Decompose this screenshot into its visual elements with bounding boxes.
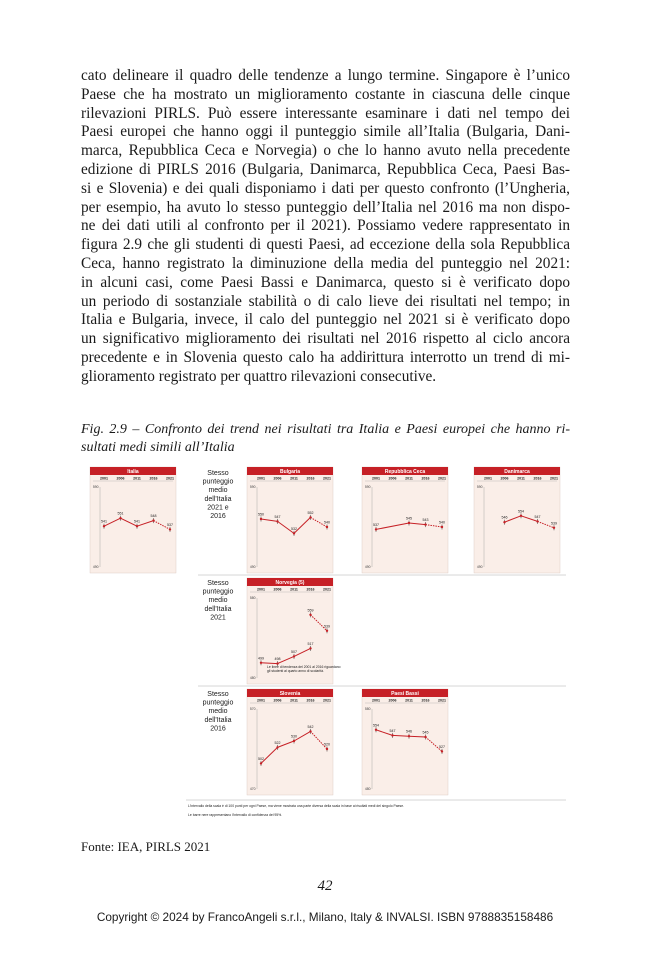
panel-title: Italia	[127, 469, 139, 475]
data-point	[103, 525, 105, 527]
source-note: Fonte: IEA, PIRLS 2021	[81, 839, 211, 854]
row-label-text: 2021 e	[207, 504, 229, 512]
data-label: 546	[501, 515, 508, 520]
year-label: 2006	[388, 476, 397, 481]
data-point	[326, 748, 328, 750]
data-label: 551	[117, 511, 124, 516]
figure-caption	[81, 421, 570, 456]
year-label: 2011	[290, 698, 298, 703]
data-point	[424, 523, 426, 525]
figure-footnote: Le barre nere rappresentano l'intervallo di confidenza del 95%.	[188, 813, 283, 817]
text-line: rilevazioni PIRLS. Può essere interessante esaminare i dati nel tempo dei	[81, 104, 570, 122]
row-label-text: punteggio	[202, 478, 234, 486]
y-tick-bottom: 480	[249, 676, 256, 680]
data-point	[441, 526, 443, 528]
data-label: 522	[274, 740, 281, 745]
data-label: 517	[307, 641, 314, 646]
year-label: 2021	[438, 698, 446, 703]
data-point	[309, 516, 311, 518]
row-label-text: medio	[208, 708, 228, 716]
year-label: 2001	[484, 476, 492, 481]
y-tick-top: 590	[476, 485, 483, 489]
data-point	[391, 734, 393, 736]
year-label: 2021	[550, 476, 558, 481]
data-label: 537	[373, 522, 379, 527]
figure-footnote: L'intervallo della scala è di 100 punti per ogni Paese, ma viene mostrata una parte diversa della scala in base ai risultati medi del singolo Paese.	[188, 804, 405, 808]
year-label: 2021	[323, 587, 331, 592]
data-point	[375, 729, 377, 731]
text-line: un significativo miglioramento dei risultati nel 2016 rispetto al ciclo ancora	[81, 330, 570, 348]
row-label-text: medio	[208, 597, 228, 605]
text-line: Italia e Bulgaria, invece, il calo del punteggio nel 2021 si è verificato dopo	[81, 311, 570, 329]
data-label: 507	[291, 649, 297, 654]
copyright-notice: Copyright © 2024 by FrancoAngeli s.r.l., Milano, Italy & INVALSI. ISBN 9788835158486	[96, 910, 554, 924]
y-tick-bottom: 480	[364, 787, 371, 791]
data-label: 543	[422, 518, 429, 523]
text-line: Ceca, hanno registrato la diminuzione della media del punteggio nel 2021:	[81, 254, 570, 272]
data-point	[293, 532, 295, 534]
text-line: ne dei dati utili al confronto per il 2021). Possiamo vedere rappresentato in	[81, 217, 570, 235]
y-tick-bottom: 490	[364, 565, 371, 569]
row-label-text: 2021	[210, 614, 226, 622]
data-point	[293, 655, 295, 657]
panel-title: Danimarca	[504, 469, 530, 475]
data-label: 548	[150, 514, 157, 519]
chart-panel	[247, 467, 333, 573]
year-label: 2016	[306, 698, 315, 703]
y-tick-top: 590	[364, 485, 371, 489]
data-point	[276, 746, 278, 748]
data-point	[309, 647, 311, 649]
text-line: sultati medi simili all’Italia	[81, 439, 235, 455]
year-label: 2006	[273, 587, 282, 592]
row-label-text: dell'Italia	[204, 605, 232, 613]
y-tick-top: 590	[249, 485, 256, 489]
panel-title: Bulgaria	[279, 469, 301, 475]
year-label: 2006	[273, 476, 282, 481]
panel-note: Le linee di tendenza del 2001 al 2016 riguardano	[267, 665, 341, 669]
text-line: cato delineare il quadro delle tendenze a lungo termine. Singapore è l’unico	[81, 67, 570, 84]
year-label: 2011	[133, 476, 141, 481]
row-label-text: 2016	[210, 513, 226, 520]
data-point	[441, 750, 443, 752]
year-label: 2016	[421, 698, 430, 703]
year-label: 2001	[100, 476, 108, 481]
year-label: 2011	[290, 476, 298, 481]
data-label: 539	[551, 521, 557, 526]
year-label: 2006	[116, 476, 125, 481]
y-tick-bottom: 490	[92, 565, 99, 569]
data-label: 545	[406, 516, 412, 521]
text-line: figura 2.9 che gli studenti di questi Paesi, ad eccezione della sola Repubblica	[81, 236, 570, 254]
data-point	[520, 515, 522, 517]
y-tick-top: 580	[364, 707, 371, 711]
data-label: 539	[324, 624, 330, 629]
data-label: 537	[167, 522, 173, 527]
trend-comparison-figure	[86, 463, 566, 828]
year-label: 2016	[533, 476, 542, 481]
data-label: 541	[101, 519, 107, 524]
year-label: 2011	[290, 587, 298, 592]
text-line: Fig. 2.9 – Confronto dei trend nei risultati tra Italia e Paesi europei che hanno ri-	[81, 422, 570, 437]
panel-title: Norvegia (5)	[275, 580, 305, 586]
chart-panel	[247, 689, 333, 795]
chart-panel	[474, 467, 560, 573]
data-label: 554	[373, 723, 379, 728]
data-point	[536, 520, 538, 522]
data-label: 520	[324, 742, 330, 747]
data-label: 542	[307, 724, 314, 729]
y-tick-bottom: 490	[249, 565, 256, 569]
year-label: 2021	[438, 476, 446, 481]
panel-title: Repubblica Ceca	[384, 469, 426, 475]
y-tick-top: 570	[249, 707, 256, 711]
data-point	[375, 528, 377, 530]
data-label: 498	[274, 657, 281, 662]
year-label: 2016	[306, 476, 315, 481]
row-label-text: 2016	[210, 725, 226, 733]
data-label: 559	[307, 608, 314, 613]
text-line: Paese che ha mostrato un miglioramento costante in ciascuna delle cinque	[81, 85, 570, 103]
year-label: 2016	[149, 476, 158, 481]
row-label-text: punteggio	[202, 588, 234, 596]
year-label: 2006	[388, 698, 397, 703]
row-label-text: dell'Italia	[204, 716, 232, 724]
row-label-text: Stesso	[207, 691, 229, 698]
row-label-text: punteggio	[202, 699, 234, 707]
page-number: 42	[317, 878, 333, 894]
chart-panel	[362, 689, 448, 795]
y-tick-bottom: 490	[476, 565, 483, 569]
data-label: 546	[406, 729, 412, 734]
data-point	[309, 730, 311, 732]
data-label: 552	[307, 510, 314, 515]
year-label: 2016	[421, 476, 430, 481]
data-label: 545	[422, 730, 429, 735]
text-line: un periodo di sostanziale stabilità o di calo lieve dei risultati nel tempo; in	[81, 292, 570, 310]
text-line: marca, Repubblica Ceca e Norvegia) o che lo hanno avuto nella precedente	[81, 142, 570, 160]
body-paragraph	[81, 67, 570, 387]
y-tick-top: 580	[249, 596, 256, 600]
data-point	[260, 762, 262, 764]
data-label: 547	[389, 728, 396, 733]
year-label: 2006	[273, 698, 282, 703]
data-label: 532	[291, 526, 297, 531]
data-point	[169, 528, 171, 530]
data-label: 540	[324, 520, 330, 525]
trend-figure-svg	[86, 463, 566, 828]
data-point	[293, 740, 295, 742]
year-label: 2006	[500, 476, 509, 481]
y-tick-top: 590	[92, 485, 99, 489]
data-label: 547	[534, 514, 541, 519]
data-point	[260, 662, 262, 664]
data-point	[119, 517, 121, 519]
y-tick-bottom: 470	[249, 787, 256, 791]
data-point	[408, 735, 410, 737]
year-label: 2011	[405, 698, 413, 703]
data-label: 527	[439, 744, 445, 749]
text-line: per esempio, ha avuto lo stesso punteggio dell’Italia nel 2016 ma non dispo-	[81, 198, 570, 216]
chart-panel	[362, 467, 448, 573]
data-point	[326, 630, 328, 632]
text-line: Paesi europei che hanno oggi il punteggio simile all’Italia (Bulgaria, Dani-	[81, 123, 570, 141]
data-label: 502	[258, 756, 264, 761]
row-label-text: medio	[208, 487, 228, 495]
data-point	[553, 527, 555, 529]
data-label: 540	[439, 520, 445, 525]
text-line: edizione di PIRLS 2016 (Bulgaria, Danimarca, Repubblica Ceca, Paesi Bas-	[81, 160, 570, 178]
year-label: 2011	[517, 476, 525, 481]
year-label: 2011	[405, 476, 413, 481]
data-label: 499	[258, 656, 264, 661]
text-line: si e Slovenia) e dei quali disponiamo i dati per questo confronto (l’Ungheria,	[81, 179, 570, 197]
data-point	[260, 518, 262, 520]
year-label: 2001	[372, 476, 380, 481]
year-label: 2001	[257, 587, 265, 592]
data-point	[276, 520, 278, 522]
text-line: in alcuni casi, come Paesi Bassi e Danimarca, questo si è verificato dopo	[81, 273, 570, 291]
text-line: precedente e in Slovenia questo calo ha addirittura interrotto un trend di mi-	[81, 348, 570, 366]
row-label-text: dell'Italia	[204, 495, 232, 503]
data-label: 530	[291, 734, 297, 739]
year-label: 2016	[306, 587, 315, 592]
row-label-text: Stesso	[207, 580, 229, 587]
panel-title: Paesi Bassi	[391, 691, 419, 697]
data-label: 554	[518, 509, 524, 514]
year-label: 2001	[372, 698, 380, 703]
year-label: 2021	[323, 698, 331, 703]
year-label: 2021	[166, 476, 174, 481]
year-label: 2021	[323, 476, 331, 481]
data-point	[408, 522, 410, 524]
data-point	[503, 521, 505, 523]
data-point	[152, 519, 154, 521]
data-point	[136, 525, 138, 527]
text-line: glioramento registrato per quattro rilevazioni consecutive.	[81, 367, 437, 385]
data-label: 547	[274, 514, 281, 519]
year-label: 2001	[257, 476, 265, 481]
data-point	[424, 736, 426, 738]
year-label: 2001	[257, 698, 265, 703]
data-label: 541	[134, 519, 140, 524]
data-point	[309, 614, 311, 616]
panel-note: gli studenti al quarto anno di scolarità.	[267, 669, 324, 673]
panel-title: Slovenia	[279, 691, 301, 697]
data-point	[326, 526, 328, 528]
row-label-text: Stesso	[207, 470, 229, 477]
data-label: 550	[258, 512, 264, 517]
